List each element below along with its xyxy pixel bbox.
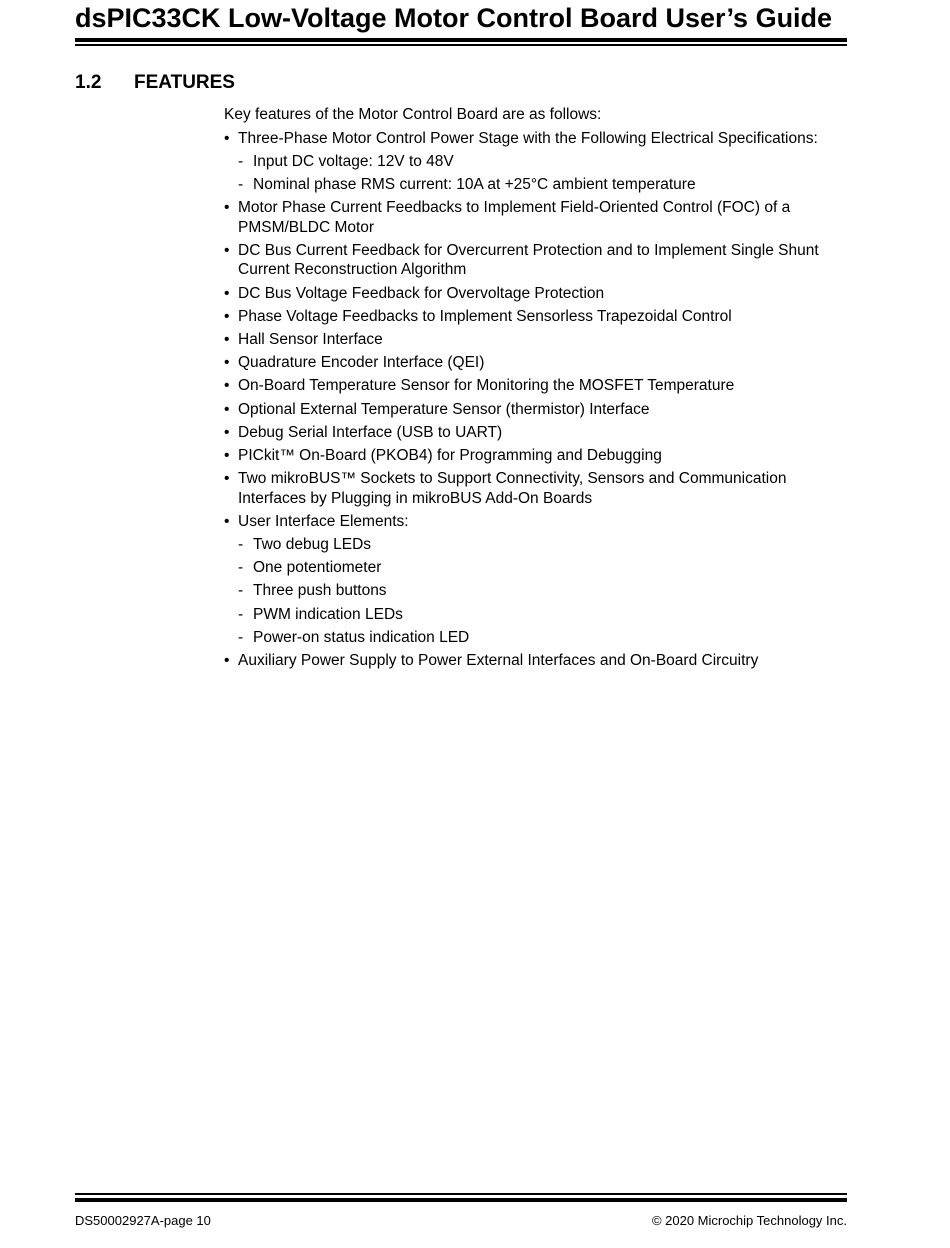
bullet-icon: • — [224, 377, 230, 395]
feature-subitem — [238, 605, 849, 625]
dash-icon: - — [238, 582, 244, 600]
feature-subitem-text: Input DC voltage: 12V to 48V — [253, 152, 454, 170]
bullet-icon: • — [224, 651, 230, 669]
feature-text: DC Bus Voltage Feedback for Overvoltage Protection — [238, 284, 605, 302]
feature-sublist — [238, 152, 849, 195]
feature-item — [224, 353, 849, 373]
feature-subitem — [238, 535, 849, 555]
feature-list — [224, 129, 849, 671]
feature-text: Two mikroBUS™ Sockets to Support Connectivity, Sensors and Communication Interfaces by Plugging in mikroBUS Add-On Boards — [238, 470, 787, 507]
section-title: FEATURES — [134, 72, 235, 93]
bullet-icon: • — [224, 129, 230, 147]
feature-text: PICkit™ On-Board (PKOB4) for Programming and Debugging — [238, 446, 662, 464]
bullet-icon: • — [224, 307, 230, 325]
feature-text: User Interface Elements: — [238, 512, 409, 530]
dash-icon: - — [238, 628, 244, 646]
feature-subitem-text: Three push buttons — [253, 582, 387, 600]
feature-item — [224, 307, 849, 327]
section-heading — [75, 72, 235, 94]
feature-item — [224, 423, 849, 443]
feature-subitem-text: PWM indication LEDs — [253, 605, 403, 623]
feature-item — [224, 446, 849, 466]
bullet-icon: • — [224, 354, 230, 372]
feature-text: Phase Voltage Feedbacks to Implement Sensorless Trapezoidal Control — [238, 307, 732, 325]
footer-rule-thin — [75, 1193, 847, 1195]
footer-rule-thick — [75, 1198, 847, 1202]
feature-item — [224, 400, 849, 420]
bullet-icon: • — [224, 512, 230, 530]
feature-subitem — [238, 581, 849, 601]
feature-item — [224, 198, 849, 237]
feature-text: Optional External Temperature Sensor (thermistor) Interface — [238, 400, 650, 418]
bullet-icon: • — [224, 423, 230, 441]
feature-item — [224, 241, 849, 280]
feature-item — [224, 330, 849, 350]
feature-text: Quadrature Encoder Interface (QEI) — [238, 354, 485, 372]
bullet-icon: • — [224, 241, 230, 259]
feature-item — [224, 284, 849, 304]
feature-subitem — [238, 152, 849, 172]
bullet-icon: • — [224, 284, 230, 302]
feature-subitem — [238, 558, 849, 578]
section-content — [224, 105, 849, 670]
footer-page-id: DS50002927A-page 10 — [75, 1213, 211, 1228]
bullet-icon: • — [224, 331, 230, 348]
feature-sublist — [238, 535, 849, 647]
bullet-icon: • — [224, 199, 230, 217]
feature-subitem — [238, 628, 849, 648]
feature-item — [224, 651, 849, 671]
feature-text: Three-Phase Motor Control Power Stage with the Following Electrical Specifications: — [238, 129, 818, 147]
feature-subitem-text: Nominal phase RMS current: 10A at +25°C ambient temperature — [253, 176, 696, 194]
dash-icon: - — [238, 152, 244, 170]
bullet-icon: • — [224, 400, 230, 418]
feature-text: On-Board Temperature Sensor for Monitoring the MOSFET Temperature — [238, 377, 735, 395]
bullet-icon: • — [224, 470, 230, 488]
feature-subitem-text: Two debug LEDs — [253, 536, 372, 553]
feature-item — [224, 469, 849, 508]
feature-text: Hall Sensor Interface — [238, 331, 383, 348]
header-rule-thin — [75, 44, 847, 46]
bullet-icon: • — [224, 446, 230, 464]
dash-icon: - — [238, 176, 244, 194]
feature-subitem-text: One potentiometer — [253, 559, 382, 577]
feature-subitem-text: Power-on status indication LED — [253, 628, 470, 646]
section-number: 1.2 — [75, 72, 102, 93]
dash-icon: - — [238, 536, 244, 553]
feature-text: Motor Phase Current Feedbacks to Implement Field-Oriented Control (FOC) of a PMSM/BLDC Motor — [238, 199, 791, 236]
dash-icon: - — [238, 559, 244, 577]
dash-icon: - — [238, 605, 244, 623]
feature-item — [224, 512, 849, 647]
feature-subitem — [238, 175, 849, 195]
footer-copyright: © 2020 Microchip Technology Inc. — [651, 1213, 847, 1228]
feature-text: Auxiliary Power Supply to Power External Interfaces and On-Board Circuitry — [238, 651, 759, 669]
header-rule-thick — [75, 38, 847, 42]
feature-item — [224, 376, 849, 396]
feature-item — [224, 129, 849, 195]
feature-text: Debug Serial Interface (USB to UART) — [238, 423, 503, 441]
document-title: dsPIC33CK Low-Voltage Motor Control Board User’s Guide — [75, 3, 833, 33]
feature-text: DC Bus Current Feedback for Overcurrent Protection and to Implement Single Shunt Current Reconstruction Algorithm — [238, 241, 819, 279]
section-intro: Key features of the Motor Control Board are as follows: — [224, 106, 602, 123]
